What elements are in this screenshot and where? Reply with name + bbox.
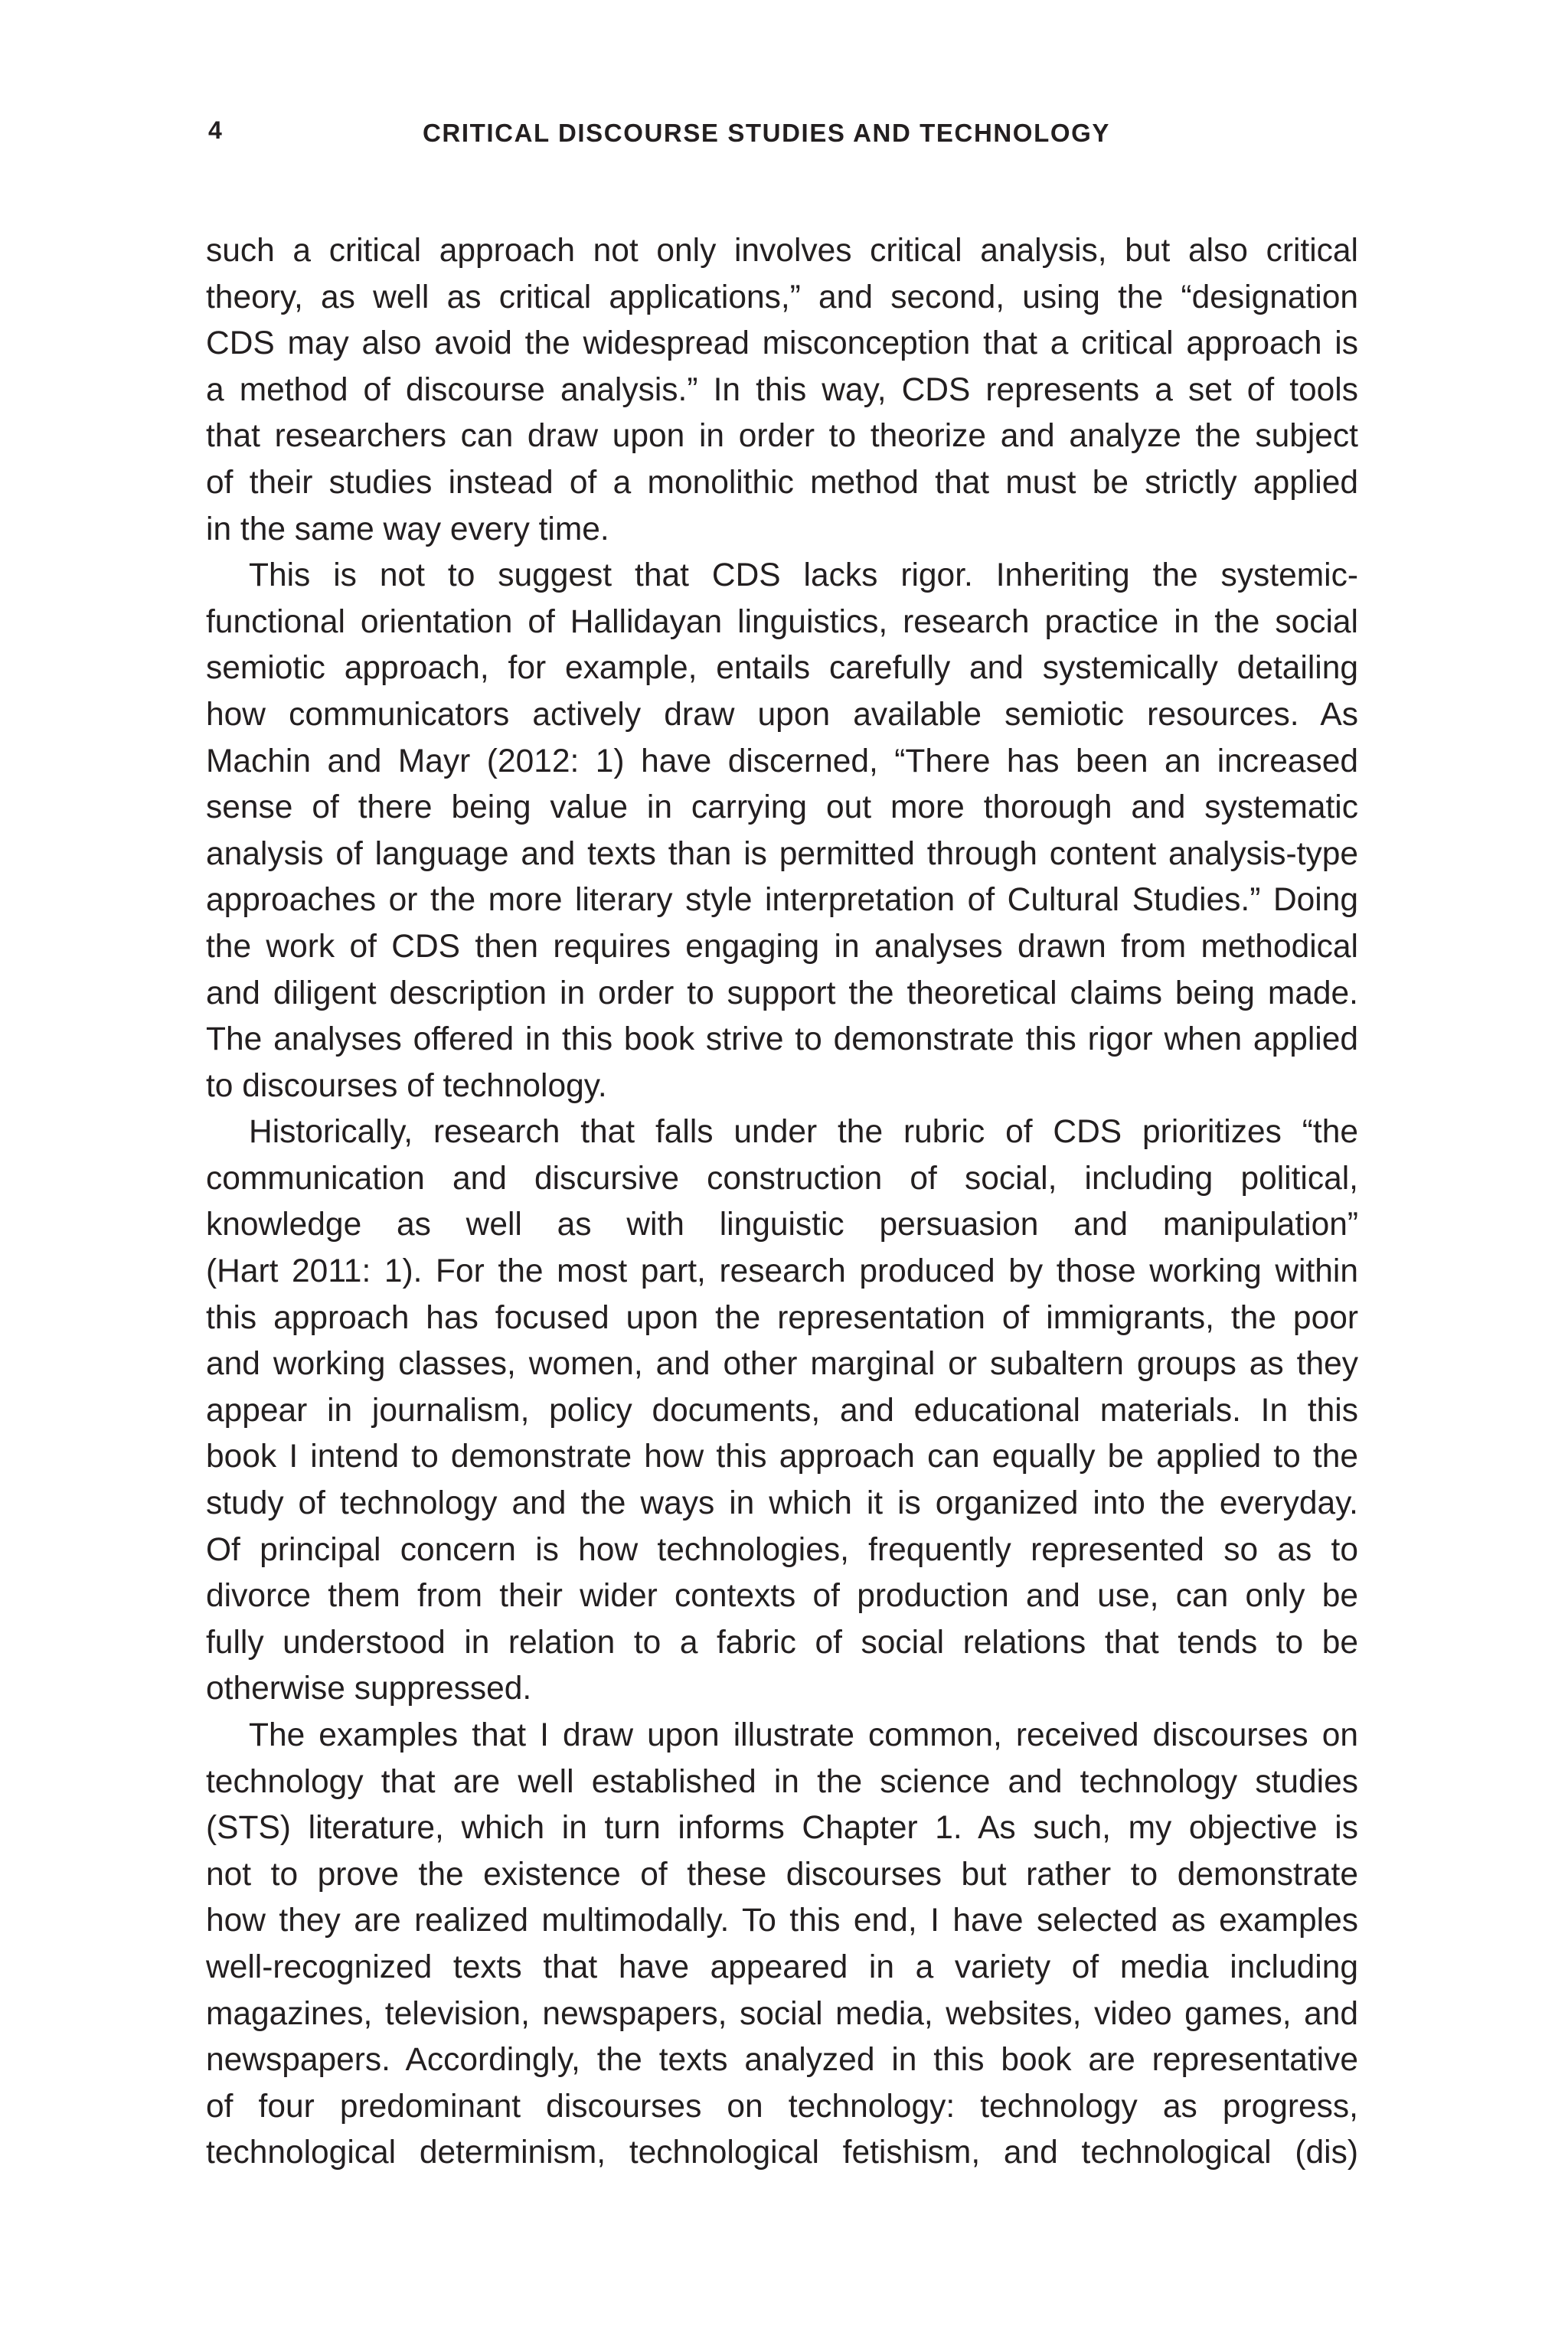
text-line: approaches or the more literary style interpretation of Cultural Studies.” Doing: [206, 882, 1358, 919]
text-line: Historically, research that falls under the rubric of CDS prioritizes “the: [249, 1114, 1358, 1151]
text-line: well-recognized texts that have appeared in a variety of media including: [206, 1949, 1358, 1985]
text-line: magazines, television, newspapers, social media, websites, video games, and: [206, 1995, 1358, 2032]
text-line: study of technology and the ways in which it is organized into the everyday.: [206, 1485, 1358, 1522]
text-line: the work of CDS then requires engaging in analyses drawn from methodical: [206, 928, 1358, 965]
text-line: this approach has focused upon the representation of immigrants, the poor: [206, 1299, 1358, 1336]
text-line: appear in journalism, policy documents, and educational materials. In this: [206, 1392, 1358, 1429]
text-line: of their studies instead of a monolithic method that must be strictly applied: [206, 464, 1358, 501]
text-line: technology that are well established in the science and technology studies: [206, 1763, 1358, 1800]
text-line: otherwise suppressed.: [206, 1671, 532, 1707]
paragraph: [206, 1713, 1358, 2177]
text-line: technological determinism, technological fetishism, and technological (dis): [206, 2135, 1358, 2171]
text-line: communication and discursive construction of social, including political,: [206, 1160, 1358, 1197]
page-number: 4: [208, 116, 222, 144]
text-line: The analyses offered in this book strive to demonstrate this rigor when applied: [206, 1021, 1358, 1058]
text-line: functional orientation of Hallidayan linguistics, research practice in the social: [206, 603, 1358, 640]
text-line: CDS may also avoid the widespread misconception that a critical approach is: [206, 325, 1358, 362]
text-line: This is not to suggest that CDS lacks rigor. Inheriting the systemic-: [249, 557, 1358, 594]
text-line: a method of discourse analysis.” In this way, CDS represents a set of tools: [206, 371, 1358, 408]
text-line: in the same way every time.: [206, 511, 609, 547]
paragraph: [206, 1109, 1358, 1713]
text-line: such a critical approach not only involves critical analysis, but also critical: [206, 233, 1358, 269]
text-line: analysis of language and texts than is permitted through content analysis-type: [206, 835, 1358, 872]
text-line: how communicators actively draw upon available semiotic resources. As: [206, 696, 1358, 733]
text-line: and diligent description in order to support the theoretical claims being made.: [206, 975, 1358, 1011]
text-line: knowledge as well as with linguistic persuasion and manipulation”: [206, 1207, 1358, 1243]
body-text: [206, 228, 1358, 2177]
text-line: (STS) literature, which in turn informs Chapter 1. As such, my objective is: [206, 1810, 1358, 1847]
text-line: The examples that I draw upon illustrate common, received discourses on: [249, 1717, 1358, 1753]
text-line: how they are realized multimodally. To this end, I have selected as examples: [206, 1903, 1358, 1939]
text-line: semiotic approach, for example, entails carefully and systemically detailing: [206, 650, 1358, 687]
text-line: (Hart 2011: 1). For the most part, research produced by those working within: [206, 1253, 1358, 1290]
text-line: newspapers. Accordingly, the texts analyzed in this book are representative: [206, 2042, 1358, 2079]
text-line: divorce them from their wider contexts of production and use, can only be: [206, 1578, 1358, 1615]
text-line: theory, as well as critical applications,” and second, using the “designation: [206, 279, 1358, 315]
text-line: that researchers can draw upon in order to theorize and analyze the subject: [206, 418, 1358, 455]
text-line: fully understood in relation to a fabric of social relations that tends to be: [206, 1624, 1358, 1661]
text-line: of four predominant discourses on technology: technology as progress,: [206, 2088, 1358, 2125]
running-head: [208, 115, 1357, 153]
paragraph: [206, 553, 1358, 1109]
text-line: sense of there being value in carrying out more thorough and systematic: [206, 789, 1358, 826]
text-line: and working classes, women, and other marginal or subaltern groups as they: [206, 1346, 1358, 1383]
running-title: CRITICAL DISCOURSE STUDIES AND TECHNOLOGY: [423, 119, 1110, 147]
paragraph: [206, 228, 1358, 553]
text-line: not to prove the existence of these discourses but rather to demonstrate: [206, 1856, 1358, 1893]
text-line: Machin and Mayr (2012: 1) have discerned, “There has been an increased: [206, 743, 1358, 779]
text-line: book I intend to demonstrate how this approach can equally be applied to the: [206, 1439, 1358, 1475]
text-line: Of principal concern is how technologies, frequently represented so as to: [206, 1531, 1358, 1568]
text-line: to discourses of technology.: [206, 1067, 607, 1104]
